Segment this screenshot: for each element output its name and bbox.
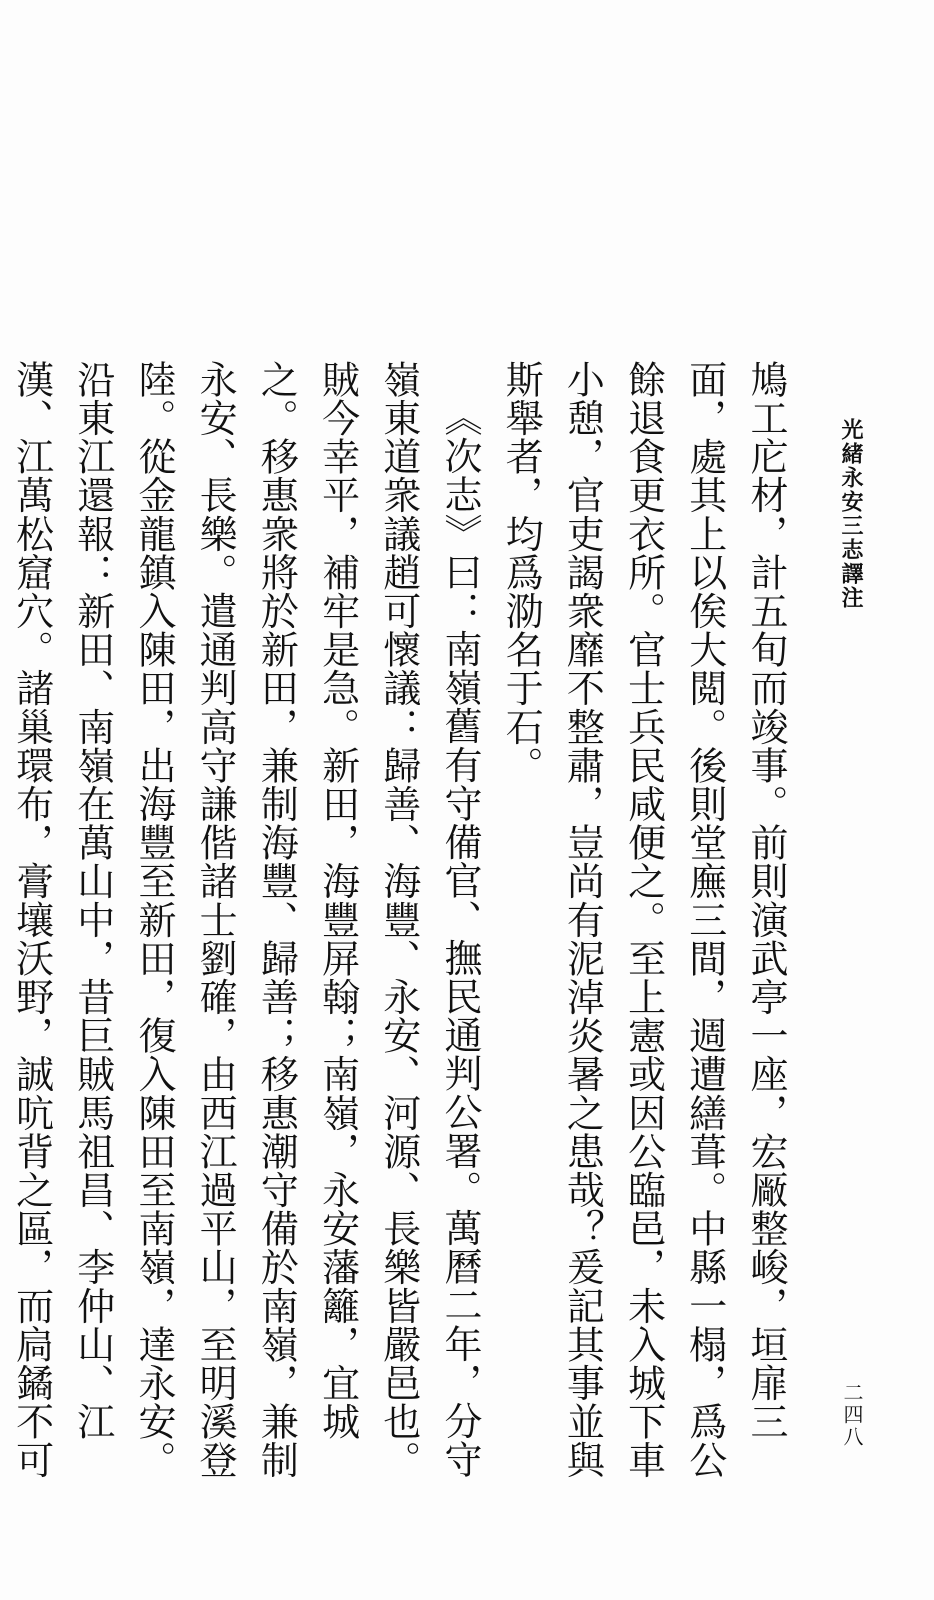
page-number: 二四八 <box>840 1382 864 1448</box>
running-title: 光緒永安三志譯注 <box>838 418 864 610</box>
paragraph-1: 鳩工庀材，計五旬而竣事。前則演武亭一座，宏厰整峻，垣扉三面，處其上以俟大閲。後則堂廡三間，週遭繕葺。中縣一榻，爲公餘退食更衣所。官士兵民咸便之。至上憲或因公臨邑，未入城下車小憩，官吏謁衆靡不整肅，豈尚有泥淖炎暑之患哉？爰記其事並與斯舉者，均爲泐名于石。 <box>499 360 788 1480</box>
body-text <box>0 360 796 1480</box>
paragraph-2: 《次志》曰：南嶺舊有守備官、撫民通判公署。萬曆二年，分守嶺東道衆議趙可懷議：歸善、海豐、永安、河源、長樂皆嚴邑也。賊今幸平，補牢是急。新田，海豐屏翰；南嶺，永安藩籬，宜城之。移惠衆將於新田，兼制海豐、歸善；移惠潮守備於南嶺，兼制永安、長樂。遣通判高守謙偕諸士劉確，由西江過平山，至明溪登陸。從金龍鎮入陳田，出海豐至新田，復入陳田至南嶺，達永安。沿東江還報：新田、南嶺在萬山中，昔巨賊馬祖昌、李仲山、江漢、江萬松窟穴。諸巢環布，膏壤沃野，誠吭背之區，而扃鐍不可 <box>9 360 482 1480</box>
